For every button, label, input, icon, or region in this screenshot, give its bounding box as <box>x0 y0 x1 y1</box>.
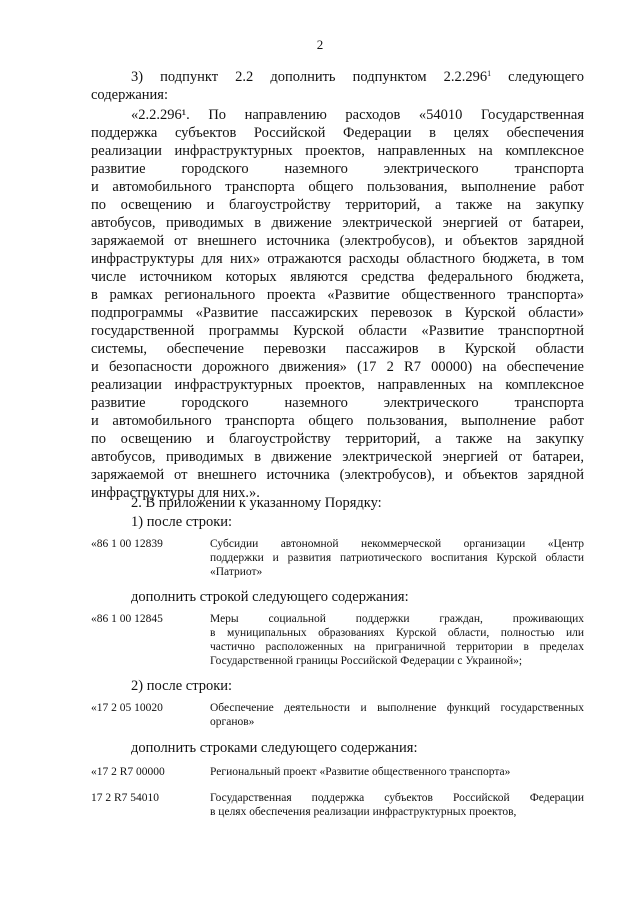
row-code: «17 2 R7 00000 <box>91 766 165 778</box>
paragraph-line: развитие городского наземного электрического транспорта <box>91 395 584 411</box>
paragraph-line: развитие городского наземного электрического транспорта <box>91 161 584 177</box>
row-text-line: Обеспечение деятельности и выполнение функций государственных <box>210 702 584 714</box>
row-code: «17 2 05 10020 <box>91 702 163 714</box>
row-text <box>210 701 584 729</box>
paragraph-line: автобусов, приводимых в движение электрической энергией от батареи, <box>91 215 584 231</box>
row-text <box>210 765 584 779</box>
paragraph-line: содержания: <box>91 87 169 103</box>
row-text-line: Меры социальной поддержки граждан, проживающих <box>210 613 584 625</box>
paragraph-line: заряжаемой от внешнего источника (электробусов), и объектов зарядной <box>91 467 584 483</box>
paragraph-subitem-3 <box>91 68 584 104</box>
paragraph-line: государственной программы Курской области «Развитие транспортной <box>91 323 584 339</box>
paragraph-line: и безопасности дорожного движения» (17 2 R7 00000) на обеспечение <box>91 359 584 375</box>
paragraph-appendix: 2. В приложении к указанному Порядку: <box>131 495 382 511</box>
line-tail: следующего <box>491 69 584 85</box>
paragraph-line: «2.2.296¹. По направлению расходов «54010 Государственная <box>131 107 584 123</box>
page-number: 2 <box>316 37 324 52</box>
paragraph-line: по освещению и благоустройству территорий, а также на закупку <box>91 431 584 447</box>
paragraph-line: реализации инфраструктурных проектов, направленных на комплексное <box>91 143 584 159</box>
row-text-line: в целях обеспечения реализации инфраструктурных проектов, <box>210 806 517 818</box>
paragraph-line: в рамках регионального проекта «Развитие общественного транспорта» <box>91 287 584 303</box>
paragraph-after-row-2: 2) после строки: <box>131 678 233 694</box>
paragraph-line: по освещению и благоустройству территорий, а также на закупку <box>91 197 584 213</box>
row-text-line: в муниципальных образованиях Курской области, полностью или <box>210 627 584 639</box>
row-text-line: поддержки и развития патриотического воспитания Курской области <box>210 552 584 564</box>
row-text-line: Государственной границы Российской Федерации с Украиной»; <box>210 655 523 667</box>
paragraph-line: числе источником которых являются средства федерального бюджета, <box>91 269 584 285</box>
paragraph-line: инфраструктуры для них.». <box>91 485 260 501</box>
row-text-line: «Патриот» <box>210 566 263 578</box>
row-code: «86 1 00 12839 <box>91 538 163 550</box>
row-text-line: органов» <box>210 716 255 728</box>
paragraph-line: реализации инфраструктурных проектов, направленных на комплексное <box>91 377 584 393</box>
paragraph-line: инфраструктуры для них» отражаются расходы областного бюджета, в том <box>91 251 584 267</box>
row-text <box>210 537 584 579</box>
paragraph-line: поддержка субъектов Российской Федерации в целях обеспечения <box>91 125 584 141</box>
paragraph-line <box>91 68 584 86</box>
row-code: 17 2 R7 54010 <box>91 792 160 804</box>
paragraph-add-row: дополнить строкой следующего содержания: <box>131 589 409 605</box>
line-text: 3) подпункт 2.2 дополнить подпунктом 2.2.296 <box>131 69 488 85</box>
row-text <box>210 791 584 819</box>
paragraph-line: и автомобильного транспорта общего пользования, выполнение работ <box>91 413 584 429</box>
paragraph-line: подпрограммы «Развитие пассажирских перевозок в Курской области» <box>91 305 584 321</box>
row-text-line: Региональный проект «Развитие общественного транспорта» <box>210 766 511 778</box>
paragraph-line: системы, обеспечение перевозки пассажиров в Курской области <box>91 341 584 357</box>
paragraph-line: и автомобильного транспорта общего пользования, выполнение работ <box>91 179 584 195</box>
paragraph-line: автобусов, приводимых в движение электрической энергией от батареи, <box>91 449 584 465</box>
row-text <box>210 612 584 668</box>
row-text-line: Субсидии автономной некоммерческой организации «Центр <box>210 538 584 550</box>
paragraph-add-rows: дополнить строками следующего содержания: <box>131 740 418 756</box>
row-code: «86 1 00 12845 <box>91 613 163 625</box>
superscript: 1 <box>487 69 492 78</box>
paragraph-2-2-296 <box>91 106 584 502</box>
paragraph-after-row-1: 1) после строки: <box>131 514 233 530</box>
paragraph-line: заряжаемой от внешнего источника (электробусов), и объектов зарядной <box>91 233 584 249</box>
row-text-line: Государственная поддержка субъектов Российской Федерации <box>210 792 584 804</box>
row-text-line: частично расположенных на приграничной территории в пределах <box>210 641 584 653</box>
